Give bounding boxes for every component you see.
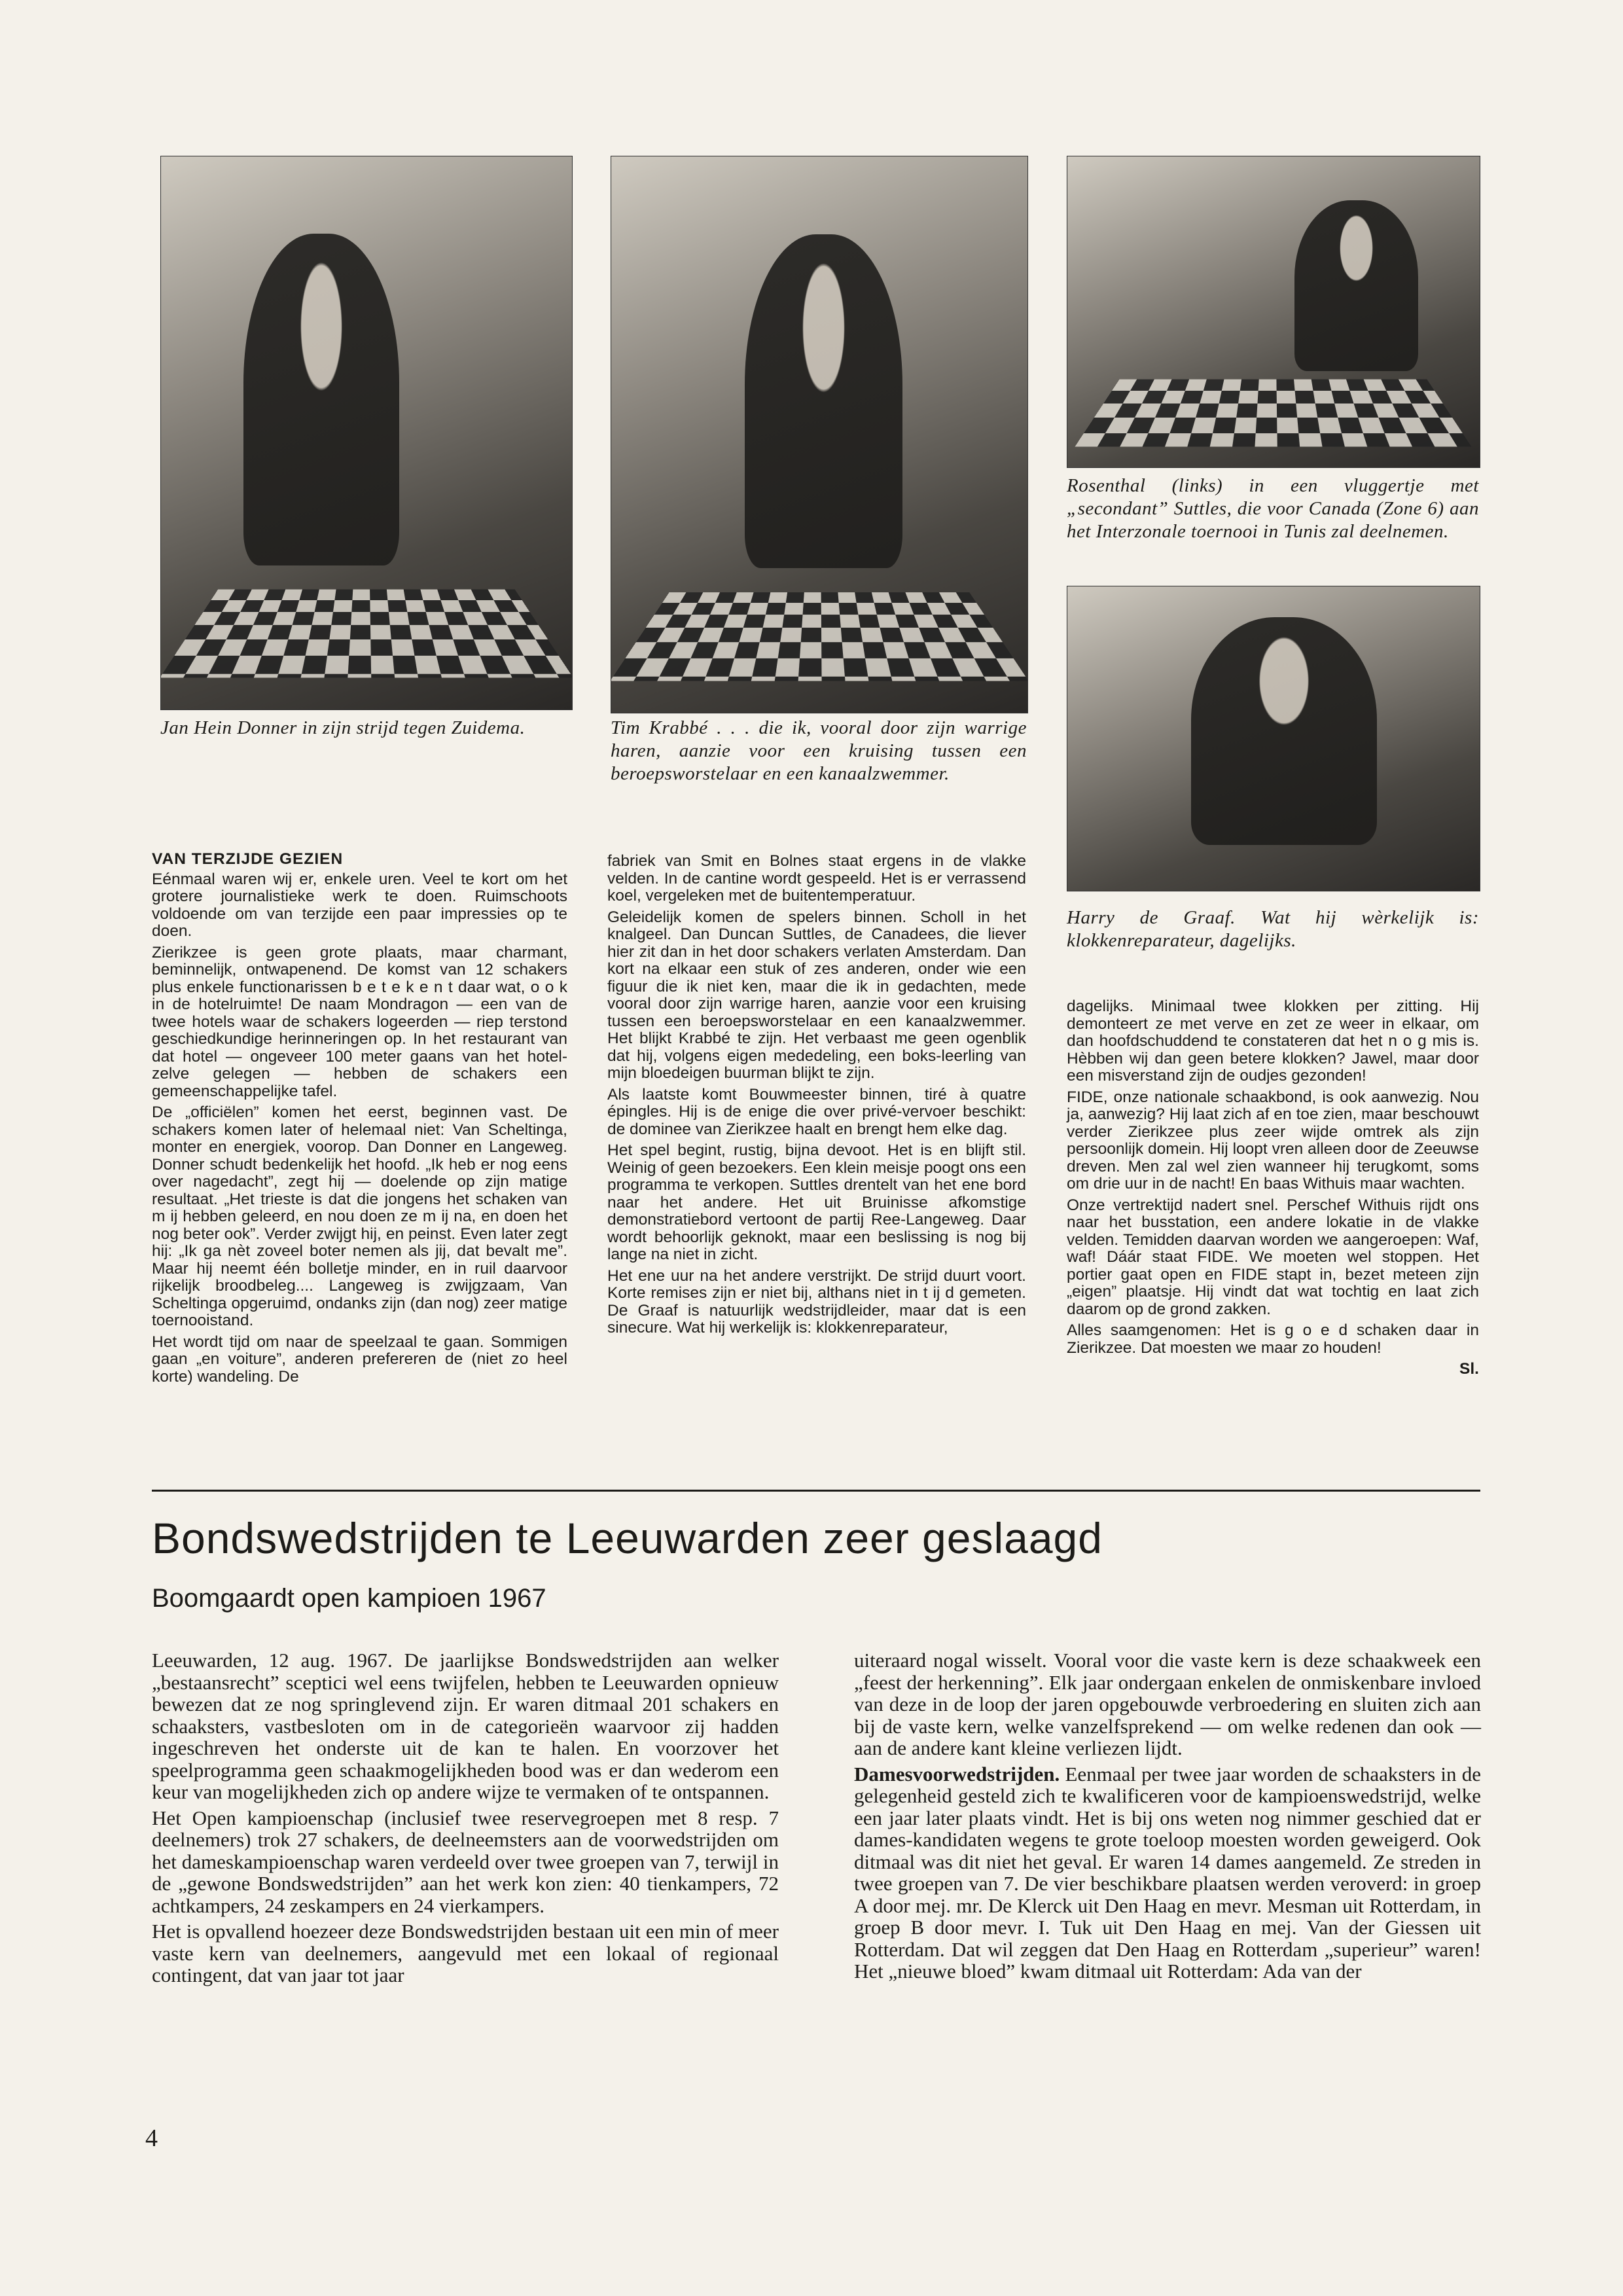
- paragraph: Het spel begint, rustig, bijna devoot. Het is en blijft stil. Weinig of geen bezoekers. Een klein meisje poogt ons een programma te verkopen. Suttles drentelt van het ene bord naar het andere. Het uit Bruinisse afkomstige demonstratiebord vertoont de partij Ree-Langeweg. Daar wordt behoorlijk geknokt, maar een beslissing is nog bij lange na niet in zicht.: [607, 1141, 1026, 1263]
- paragraph: uiteraard nogal wisselt. Vooral voor die vaste kern is deze schaakweek een „feest der herkenning”. Elk jaar ondergaan enkelen de onmiskenbare invloed van deze in de loop der jaren opgebouwde verbroedering en sluiten zich aan bij de vaste kern, welke vanzelfsprekend — om welke redenen dan ook — aan de andere kant kleine verliezen lijdt.: [854, 1649, 1481, 1759]
- paragraph: Zierikzee is geen grote plaats, maar charmant, beminnelijk, ontwapenend. De komst van 12 schakers plus enkele functionarissen b e t e k e n t daar wat, o o k in de hotelruimte! De naam Mondragon — een van de twee hotels waar de schakers logeerden — riep terstond geschiedkundige herinneringen op. In het restaurant van dat hotel — ongeveer 100 meter gaans van het hotel-zelve gelegen — hebben de schakers een gemeenschappelijke tafel.: [152, 943, 567, 1100]
- photo-rosenthal-suttles: [1067, 156, 1480, 468]
- paragraph: dagelijks. Minimaal twee klokken per zitting. Hij demonteert ze met verve en zet ze weer in elkaar, om dan hoofdschuddend te constateren dat het n o g mis is. Hèbben wij dan geen betere klokken? Jawel, maar door een misverstand zijn de oudjes gezonden!: [1067, 997, 1479, 1085]
- player-figure: [1191, 617, 1377, 846]
- article-divider: [152, 1490, 1480, 1492]
- article1-heading: VAN TERZIJDE GEZIEN: [152, 850, 344, 868]
- paragraph: FIDE, onze nationale schaakbond, is ook aanwezig. Nou ja, aanwezig? Hij laat zich af en toe zien, maar beschouwt verder Zierikzee plus zeer wijde omtrek als zijn persoonlijk domein. Hij loopt vren alleen door de Zeeuwse dreven. Men zal wel zien wanneer hij terugkomt, soms om drie uur in de nacht! En baas Withuis maar wachten.: [1067, 1088, 1479, 1193]
- section-body: Eenmaal per twee jaar worden de schaaksters in de gelegenheid gesteld zich te kwalificeren voor de kampioenswedstrijd, welke een jaar later plaats vindt. Het is bij ons weten nog nimmer geschied dat er dames-kandidaten wegens te grote toeloop moesten worden geweigerd. Ook ditmaal was dit niet het geval. Er waren 14 dames aangemeld. Ze streden in twee groepen van 7. De vier beschikbare plaatsen werden veroverd: in groep A door mej. mr. De Klerck uit Den Haag en mevr. Mesman uit Rotterdam, in groep B door mevr. I. Tuk uit Den Haag en mej. Van der Giessen uit Rotterdam. Dat wil zeggen dat Den Haag en Rotterdam „superieur” waren! Het „nieuwe bloed” kwam ditmaal uit Rotterdam: Ada van der: [854, 1762, 1481, 1982]
- chessboard: [160, 590, 573, 678]
- player-figure: [1294, 200, 1418, 371]
- page-number: 4: [145, 2125, 158, 2152]
- player-figure: [243, 234, 400, 565]
- article2-subheadline: Boomgaardt open kampioen 1967: [152, 1584, 546, 1613]
- paragraph: Het is opvallend hoezeer deze Bondswedstrijden bestaan uit een min of meer vaste kern van deelnemers, aangevuld met een lokaal of regionaal contingent, dat van jaar tot jaar: [152, 1920, 779, 1986]
- article2-column-1: [152, 1649, 779, 1990]
- article1-column-1: [152, 851, 567, 1390]
- paragraph: Als laatste komt Bouwmeester binnen, tiré à quatre épingles. Hij is de enige die over privé-vervoer beschikt: de dominee van Zierikzee haalt en brengt hem elke dag.: [607, 1085, 1026, 1138]
- caption-rosenthal: Rosenthal (links) in een vluggertje met „secondant” Suttles, die voor Canada (Zone 6) aan het Interzonale toernooi in Tunis zal deelnemen.: [1067, 475, 1479, 542]
- player-figure: [745, 234, 903, 568]
- paragraph: Het wordt tijd om naar de speelzaal te gaan. Sommigen gaan „en voiture”, anderen prefereren de (niet zo heel korte) wandeling. De: [152, 1333, 567, 1386]
- signature: Sl.: [1459, 1360, 1479, 1378]
- paragraph: Alles saamgenomen: Het is g o e d schaken daar in Zierikzee. Dat moesten we maar zo houden!: [1067, 1321, 1479, 1357]
- paragraph: Het ene uur na het andere verstrijkt. De strijd duurt voort. Korte remises zijn er niet bij, althans niet in t ij d gemeten. De Graaf is natuurlijk wedstrijdleider, maar dat is een sinecure. Wat hij werkelijk is: klokkenreparateur,: [607, 1266, 1026, 1336]
- article2-column-2: [854, 1649, 1481, 1986]
- paragraph: Eénmaal waren wij er, enkele uren. Veel te kort om het grotere journalistieke werk te doen. Ruimschoots voldoende om van terzijde een paar impressies op te doen.: [152, 870, 567, 940]
- paragraph: Het Open kampioenschap (inclusief twee reservegroepen met 8 resp. 7 deelnemers) trok 27 schakers, de deelneemsters aan de voorwedstrijden om het dameskampioenschap waren verdeeld over twee groepen van 7, terwijl in de „gewone Bondswedstrijden” aan het werk kon zien: 40 tienkampers, 72 achtkampers, 24 zeskampers en 24 vierkampers.: [152, 1806, 779, 1917]
- caption-krabbe: Tim Krabbé . . . die ik, vooral door zijn warrige haren, aanzie voor een kruising tussen een beroepsworstelaar en een kanaalzwemmer.: [611, 717, 1027, 784]
- article2-headline: Bondswedstrijden te Leeuwarden zeer geslaagd: [152, 1514, 1103, 1562]
- photo-de-graaf: [1067, 586, 1480, 891]
- section-lead: Damesvoorwedstrijden.: [854, 1762, 1060, 1785]
- paragraph: De „officiëlen” komen het eerst, beginnen vast. De schakers komen later of helemaal niet: Van Scheltinga, monter en energiek, voorop. Dan Donner en Langeweg. Donner schudt bedenkelijk het hoofd. „Ik heb er nog eens over nagedacht”, zegt hij — doelende op zijn matige resultaat. „Het trieste is dat die jongens het schaken van m ij hebben geleerd, en nou doen ze m ij na, en doen het nog beter ook”. Verder zwijgt hij, en peinst. Even later zegt hij: „Ik ga nèt zoveel boter nemen als jij, dat bevalt me”. Maar hij neemt één bolletje minder, en in ruil daarvoor rijkelijk broodbeleg.... Langeweg is zwijgzaam, Van Scheltinga opgeruimd, ondanks zijn (dan nog) zeer matige toernooistand.: [152, 1103, 567, 1329]
- photo-krabbe: [611, 156, 1028, 713]
- article1-column-2: [607, 853, 1026, 1341]
- paragraph: Leeuwarden, 12 aug. 1967. De jaarlijkse Bondswedstrijden aan welker „bestaansrecht” sceptici wel eens twijfelen, hebben te Leeuwarden opnieuw bewezen dat ze nog springlevend zijn. Er waren ditmaal 201 schakers en schaaksters, vastbesloten om in de categorieën waarvoor zij hadden ingeschreven het onderste uit de kan te halen. En voorzover het speelprogramma geen schaakmogelijkheden bood was er dan wederom een keur van mogelijkheden zich op andere wijze te vermaken of te ontspannen.: [152, 1649, 779, 1803]
- paragraph: [854, 1763, 1481, 1982]
- article1-column-3: [1067, 998, 1479, 1382]
- paragraph: fabriek van Smit en Bolnes staat ergens in de vlakke velden. In de cantine wordt gespeeld. Het is er verrassend koel, vergeleken met de buitentemperatuur.: [607, 852, 1026, 905]
- caption-de-graaf: Harry de Graaf. Wat hij wèrkelijk is: klokkenreparateur, dagelijks.: [1067, 907, 1479, 951]
- chessboard: [611, 592, 1028, 681]
- caption-donner: Jan Hein Donner in zijn strijd tegen Zuidema.: [160, 717, 526, 738]
- paragraph: Geleidelijk komen de spelers binnen. Scholl in het knalgeel. Dan Duncan Suttles, de Canadees, die liever hier zit dan in het door schakers verlaten Amsterdam. Dan kort na elkaar een stuk of zes anderen, onder wie een figuur die ik niet ken, maar die ik in gedachten, mede vooral door zijn warrige haren, aanzie voor een kruising tussen een beroepsworstelaar en een kanaalzwemmer. Het blijkt Krabbé te zijn. Het verbaast me geen ogenblik dat hij, volgens eigen mededeling, een boks-leerling van mijn bloedeigen buurman blijkt te zijn.: [607, 908, 1026, 1082]
- photo-donner: [160, 156, 573, 710]
- chessboard: [1075, 379, 1471, 446]
- paragraph: Onze vertrektijd nadert snel. Perschef Withuis rijdt ons naar het busstation, een andere lokatie in de vlakke velden. Temidden daarvan worden we aangeroepen: Waf, waf! Dáár staat FIDE. We moeten wel stoppen. Het portier gaat open en FIDE stapt in, bezet meteen zijn „eigen” plaatsje. Hij vindt dat wat tochtig en laat zich daarom op de grond zakken.: [1067, 1196, 1479, 1318]
